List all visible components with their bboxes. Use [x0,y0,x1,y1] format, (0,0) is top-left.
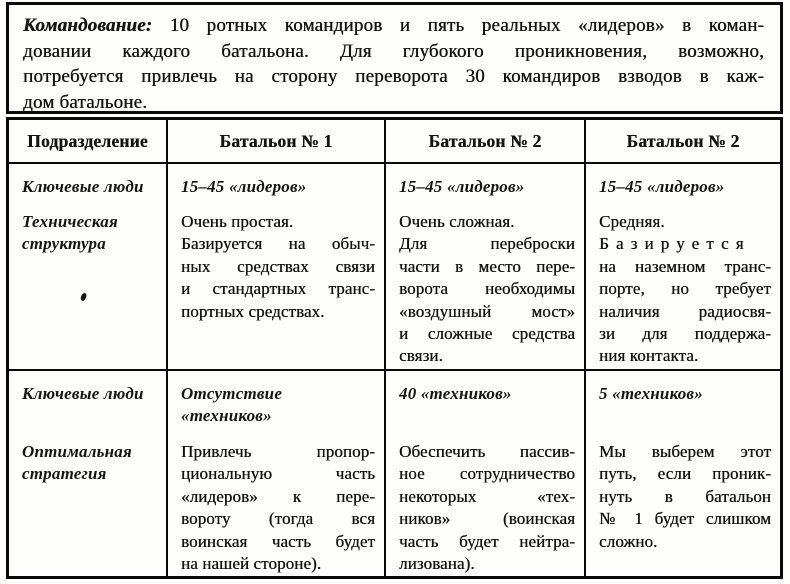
row2-label-key-people: Ключевые люди [22,384,144,403]
row1-cell-battalion-2-structure: Очень сложная. Для переброски части в место пере- ворота необходимы «воздушный мост» и сложные средства связи. [399,212,575,366]
row2-cell-battalion-2 [386,371,586,576]
intro-box [6,2,783,114]
header-cell-battalion-3: Батальон № 2 [586,120,780,164]
row1-label-key-people: Ключевые люди [22,177,144,196]
row2-label-cell [9,371,168,576]
intro-line-first-text: 10 ротных командиров и пять реальных «лидеров» в коман- [169,15,765,36]
header-cell-battalion-1: Батальон № 1 [168,120,386,164]
row1-label-technical-structure: Техническая структура [22,212,118,253]
row2-cell-battalion-3-strategy: Мы выберем этот путь, если проник- нуть в батальон № 1 будет слишком сложно. [599,442,771,551]
intro-label: Командование: [23,15,153,36]
row2-cell-battalion-3 [586,371,780,576]
header-cell-battalion-2: Батальон № 2 [386,120,586,164]
row2-cell-battalion-2-technicians: 40 «техников» [399,384,512,403]
row1-cell-battalion-2 [386,164,586,371]
header-cell-unit: Подразделение [9,120,168,164]
row2-cell-battalion-1 [168,371,386,576]
intro-paragraph: довании каждого батальона. Для глубокого проникновения, возможно, потребуется привлечь на сторону переворота 30 командиров взводов в каж- дом батальоне. [23,40,764,113]
row1-cell-battalion-2-leaders: 15–45 «лидеров» [399,177,525,196]
row2-cell-battalion-1-strategy: Привлечь пропор- циональную часть «лидеров» к пере- вороту (тогда вся воинская часть будет на нашей стороне). [181,442,375,574]
row1-cell-battalion-1 [168,164,386,371]
row2-cell-battalion-1-technicians: Отсутствие «техников» [181,384,283,425]
intro-line-first [23,13,764,39]
row2-label-optimal-strategy: Оптимальная стратегия [22,442,132,483]
row2-cell-battalion-2-strategy: Обеспечить пассив- ное сотрудничество некоторых «тех- ников» (воинская часть будет нейтра- лизована). [399,442,575,574]
row2-cell-battalion-3-technicians: 5 «техников» [599,384,703,403]
row1-cell-battalion-1-structure: Очень простая. Базируется на обыч- ных средствах связи и стандартных транс- портных средствах. [181,212,375,321]
row1-cell-battalion-1-leaders: 15–45 «лидеров» [181,177,307,196]
row1-label-cell [9,164,168,371]
battalion-comparison-table [6,117,783,579]
row1-cell-battalion-3-structure: Средняя. Базируется на наземном транс- порте, но требует наличия радиосвя- зи для поддержа- ния контакта. [599,212,771,366]
row1-cell-battalion-3 [586,164,780,371]
row1-cell-battalion-3-leaders: 15–45 «лидеров» [599,177,725,196]
